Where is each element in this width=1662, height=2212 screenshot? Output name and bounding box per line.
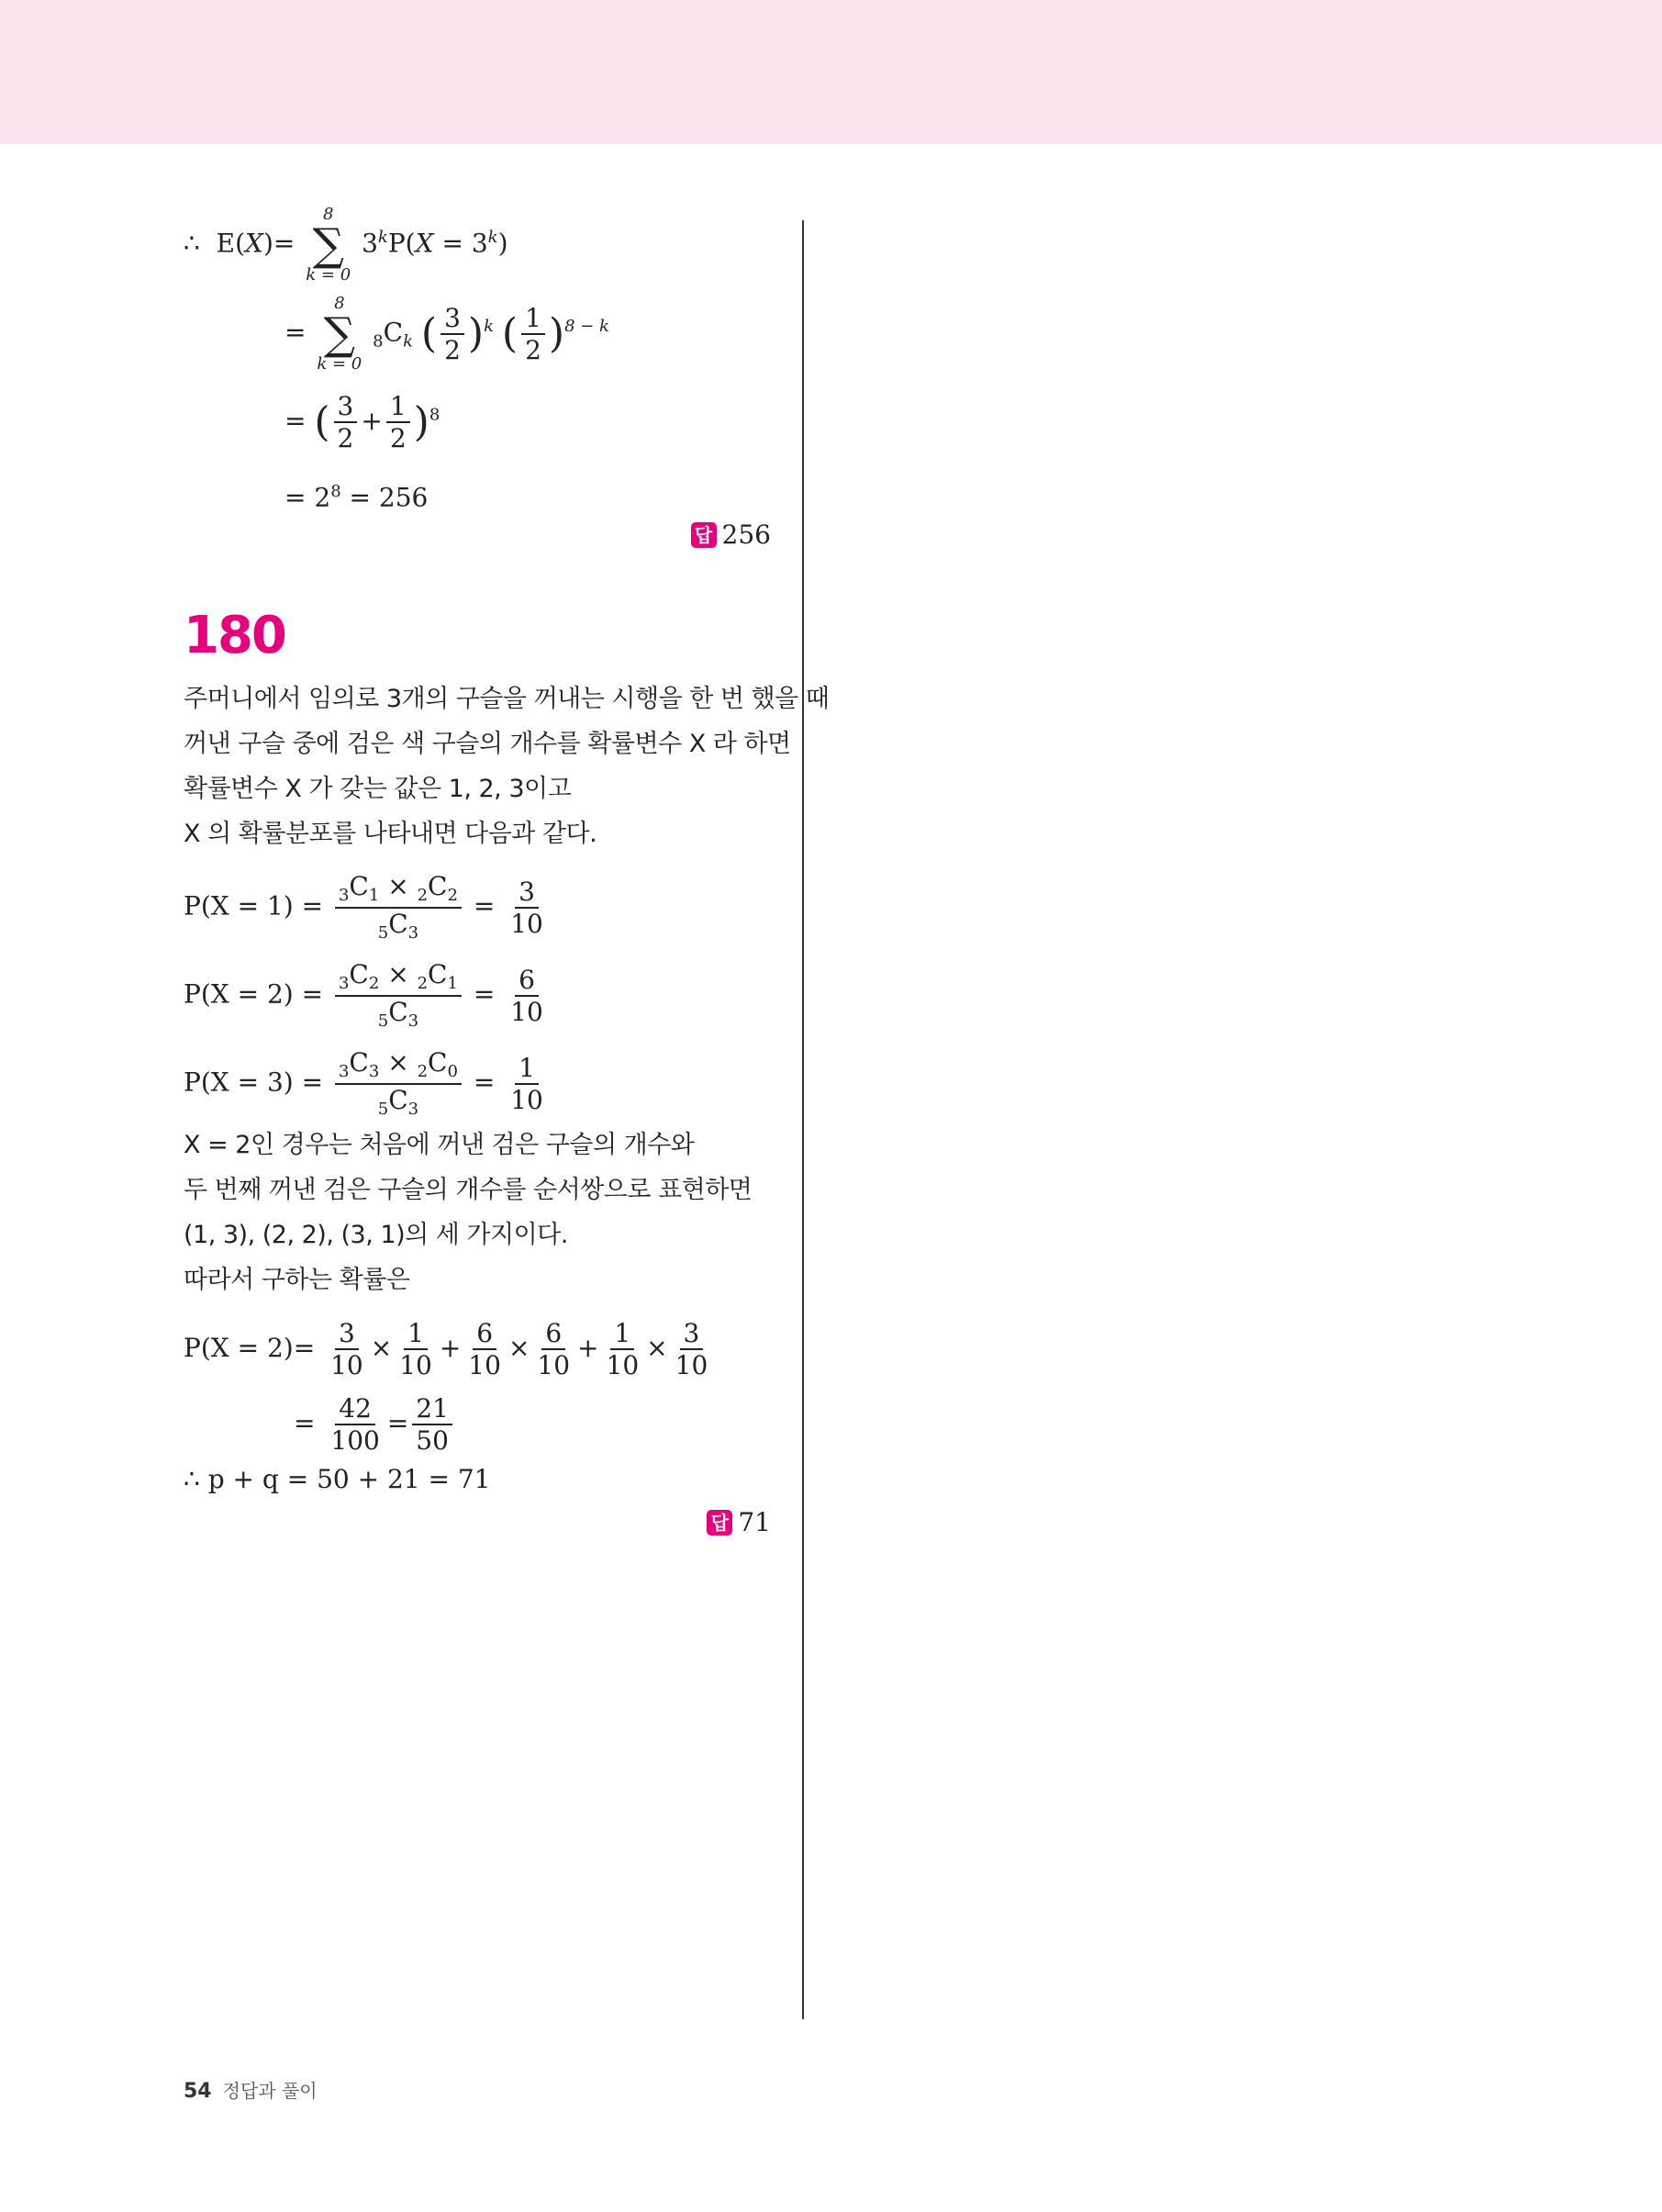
dist-num xyxy=(335,1049,462,1085)
sum-upper: 8 xyxy=(334,294,345,313)
comb-pre: 8 xyxy=(373,331,384,352)
comb-sub: 1 xyxy=(368,886,380,905)
comb-c: C xyxy=(349,959,369,989)
power-result: = 256 xyxy=(349,482,429,513)
frac-den: 100 xyxy=(330,1425,380,1457)
dist-lhs: P(X = 2) = xyxy=(184,978,324,1010)
dist-frac xyxy=(335,1049,462,1119)
footer-title: 정답과 풀이 xyxy=(222,2080,318,2102)
sum-upper: 8 xyxy=(323,205,334,224)
eq-sign: = xyxy=(284,317,307,348)
distribution-row-2 xyxy=(184,961,551,1031)
result-den: 10 xyxy=(510,1084,543,1115)
text-line: 주머니에서 임의로 3개의 구슬을 꺼내는 시행을 한 번 했을 때 xyxy=(184,685,830,713)
comb-c: C xyxy=(428,1047,448,1078)
dist-num xyxy=(335,961,462,997)
paren-open: ( xyxy=(501,310,519,357)
eq-sign: = xyxy=(473,978,496,1010)
comb-sub: 3 xyxy=(407,1099,419,1119)
dist-frac xyxy=(335,873,462,943)
x-var: X xyxy=(245,228,263,259)
result-den: 10 xyxy=(510,908,543,939)
result-frac xyxy=(412,1395,452,1455)
comb-pre: 2 xyxy=(417,974,429,993)
comb-sub: 0 xyxy=(447,1062,458,1081)
comb-c: C xyxy=(349,1047,369,1078)
problem-answer xyxy=(707,1507,771,1537)
sigma-symbol: ∑ xyxy=(323,308,355,360)
frac-num: 1 xyxy=(521,305,545,335)
text-line: (1, 3), (2, 2), (3, 1)의 세 가지이다. xyxy=(184,1221,568,1249)
frac-num: 6 xyxy=(541,1320,565,1350)
final-lhs: P(X = 2)= xyxy=(184,1332,316,1363)
distribution-row-3 xyxy=(184,1049,551,1119)
comb-c: C xyxy=(388,996,408,1027)
comb-pre: 3 xyxy=(338,974,350,993)
term-frac xyxy=(396,1320,436,1380)
comb-c: C xyxy=(383,317,404,348)
times-sign: × xyxy=(387,959,409,989)
comb-pre: 5 xyxy=(377,1011,389,1031)
comb-sub: 3 xyxy=(407,1011,419,1031)
frac-num: 3 xyxy=(680,1320,704,1350)
answer-value: 71 xyxy=(738,1507,771,1537)
times-sign: × xyxy=(387,871,409,901)
text-line: 확률변수 X 가 갖는 값은 1, 2, 3이고 xyxy=(184,775,572,803)
frac-num: 3 xyxy=(334,393,358,423)
frac-den: 10 xyxy=(330,1350,363,1381)
comb-pre: 5 xyxy=(377,922,389,943)
text-line: 두 번째 꺼낸 검은 구슬의 개수를 순서쌍으로 표현하면 xyxy=(184,1176,753,1204)
comb-pre: 2 xyxy=(417,886,429,905)
eq-sign: = xyxy=(284,405,307,436)
sum-lower: k = 0 xyxy=(306,265,351,285)
comb-sub: 2 xyxy=(368,974,380,993)
frac-num: 21 xyxy=(412,1395,452,1425)
page-number: 54 xyxy=(184,2080,212,2103)
times-sign: × xyxy=(370,1332,393,1363)
frac-num: 1 xyxy=(386,393,410,423)
frac-den: 10 xyxy=(675,1350,708,1381)
frac-num: 1 xyxy=(404,1320,428,1350)
dist-lhs: P(X = 3) = xyxy=(184,1067,324,1098)
text-line: 따라서 구하는 확률은 xyxy=(184,1266,410,1294)
frac-den: 2 xyxy=(337,423,354,454)
times-sign: × xyxy=(646,1332,668,1363)
frac-den: 2 xyxy=(525,335,541,365)
page-footer xyxy=(184,2076,318,2103)
distribution-row-1 xyxy=(184,873,551,943)
conclusion-line: ∴ p + q = 50 + 21 = 71 xyxy=(184,1464,491,1494)
term-frac xyxy=(327,1320,367,1380)
text-line: 꺼낸 구슬 중에 검은 색 구슬의 개수를 확률변수 X 라 하면 xyxy=(184,730,791,758)
comb-c: C xyxy=(428,959,448,989)
exp-eight: 8 xyxy=(330,482,341,501)
paren-close: ) xyxy=(548,310,565,357)
paren-open: ( xyxy=(314,398,330,446)
comb-sub: 2 xyxy=(447,886,458,905)
eq-sign: = xyxy=(294,1407,316,1438)
eq-sign: = xyxy=(473,890,496,922)
comb-c: C xyxy=(428,871,448,901)
comb-sub: 1 xyxy=(447,974,458,993)
exp-eight: 8 xyxy=(429,405,441,425)
eq-sign: = xyxy=(441,228,463,259)
comb-sub: k xyxy=(403,331,413,352)
sum-lower: k = 0 xyxy=(317,354,363,374)
answer-badge: 답 xyxy=(691,522,717,548)
frac-num: 6 xyxy=(473,1320,496,1350)
dist-result xyxy=(507,878,547,938)
frac-den: 2 xyxy=(389,423,407,454)
term-frac xyxy=(533,1320,574,1380)
base-three: 3 xyxy=(471,228,488,259)
times-sign: × xyxy=(387,1047,409,1078)
dist-lhs: P(X = 1) = xyxy=(184,890,324,922)
paren-close: ) xyxy=(467,310,485,357)
expectation-line-1: ∴ E(X)= 8 ∑ k = 0 3$^k$P(X = 3$^k$) xyxy=(184,205,508,285)
column-divider xyxy=(802,220,804,2019)
therefore-symbol: ∴ xyxy=(184,228,200,259)
dist-num xyxy=(335,873,462,909)
dist-result xyxy=(507,966,547,1026)
paren-close: ) xyxy=(413,398,429,446)
plus-sign: + xyxy=(577,1332,599,1363)
text-line: X = 2인 경우는 처음에 꺼낸 검은 구슬의 개수와 xyxy=(184,1131,695,1159)
dist-den xyxy=(374,1085,422,1119)
frac-num: 3 xyxy=(335,1320,359,1350)
result-num: 1 xyxy=(515,1055,539,1085)
frac-den: 50 xyxy=(416,1425,449,1457)
plus-sign: + xyxy=(361,405,383,436)
problem-solution xyxy=(184,0,830,1560)
frac-den: 10 xyxy=(399,1350,432,1381)
exp-k: k xyxy=(487,228,498,248)
frac-num: 3 xyxy=(441,305,464,335)
result-frac xyxy=(327,1395,383,1455)
dist-frac xyxy=(335,961,462,1031)
term-frac xyxy=(603,1320,643,1380)
term-frac xyxy=(464,1320,505,1380)
answer-badge: 답 xyxy=(707,1510,732,1536)
e-symbol: E xyxy=(216,228,236,259)
exp-k: k xyxy=(484,317,494,337)
eq-sign: = xyxy=(386,1407,409,1438)
eq-sign: = xyxy=(473,1067,496,1098)
final-probability-line-1 xyxy=(184,1320,715,1380)
result-num: 3 xyxy=(515,878,539,909)
term-frac xyxy=(672,1320,712,1380)
frac-den: 10 xyxy=(606,1350,640,1381)
comb-c: C xyxy=(388,1084,408,1115)
comb-pre: 3 xyxy=(338,1062,350,1081)
frac-den: 2 xyxy=(444,335,461,365)
frac-num: 1 xyxy=(610,1320,634,1350)
p-symbol: P xyxy=(387,228,406,259)
comb-pre: 3 xyxy=(338,886,350,905)
frac-den: 10 xyxy=(537,1350,571,1381)
problem-number: 180 xyxy=(184,606,285,665)
base-three: 3 xyxy=(362,228,378,259)
result-den: 10 xyxy=(510,996,543,1027)
times-sign: × xyxy=(508,1332,530,1363)
comb-sub: 3 xyxy=(407,922,419,943)
frac-num: 42 xyxy=(335,1395,375,1425)
text-line: X 의 확률분포를 나타내면 다음과 같다. xyxy=(184,820,597,848)
final-probability-line-2 xyxy=(294,1395,456,1455)
paren-open: ( xyxy=(420,310,438,357)
plus-sign: + xyxy=(439,1332,462,1363)
frac-den: 10 xyxy=(468,1350,501,1381)
x-var: X xyxy=(415,228,434,259)
dist-den xyxy=(374,909,422,943)
eq-sign: = xyxy=(273,228,296,259)
exp-k: k xyxy=(377,228,388,248)
sigma-symbol: ∑ xyxy=(312,219,344,271)
comb-c: C xyxy=(388,908,408,939)
comb-pre: 5 xyxy=(377,1099,389,1119)
dist-den xyxy=(374,997,422,1031)
power-base: = 2 xyxy=(284,482,331,513)
result-num: 6 xyxy=(515,966,539,997)
exp-8-minus-k: 8 − k xyxy=(564,317,609,337)
answer-value: 256 xyxy=(721,519,771,550)
comb-sub: 3 xyxy=(368,1062,380,1081)
comb-pre: 2 xyxy=(417,1062,429,1081)
dist-result xyxy=(507,1052,547,1115)
comb-c: C xyxy=(349,871,369,901)
